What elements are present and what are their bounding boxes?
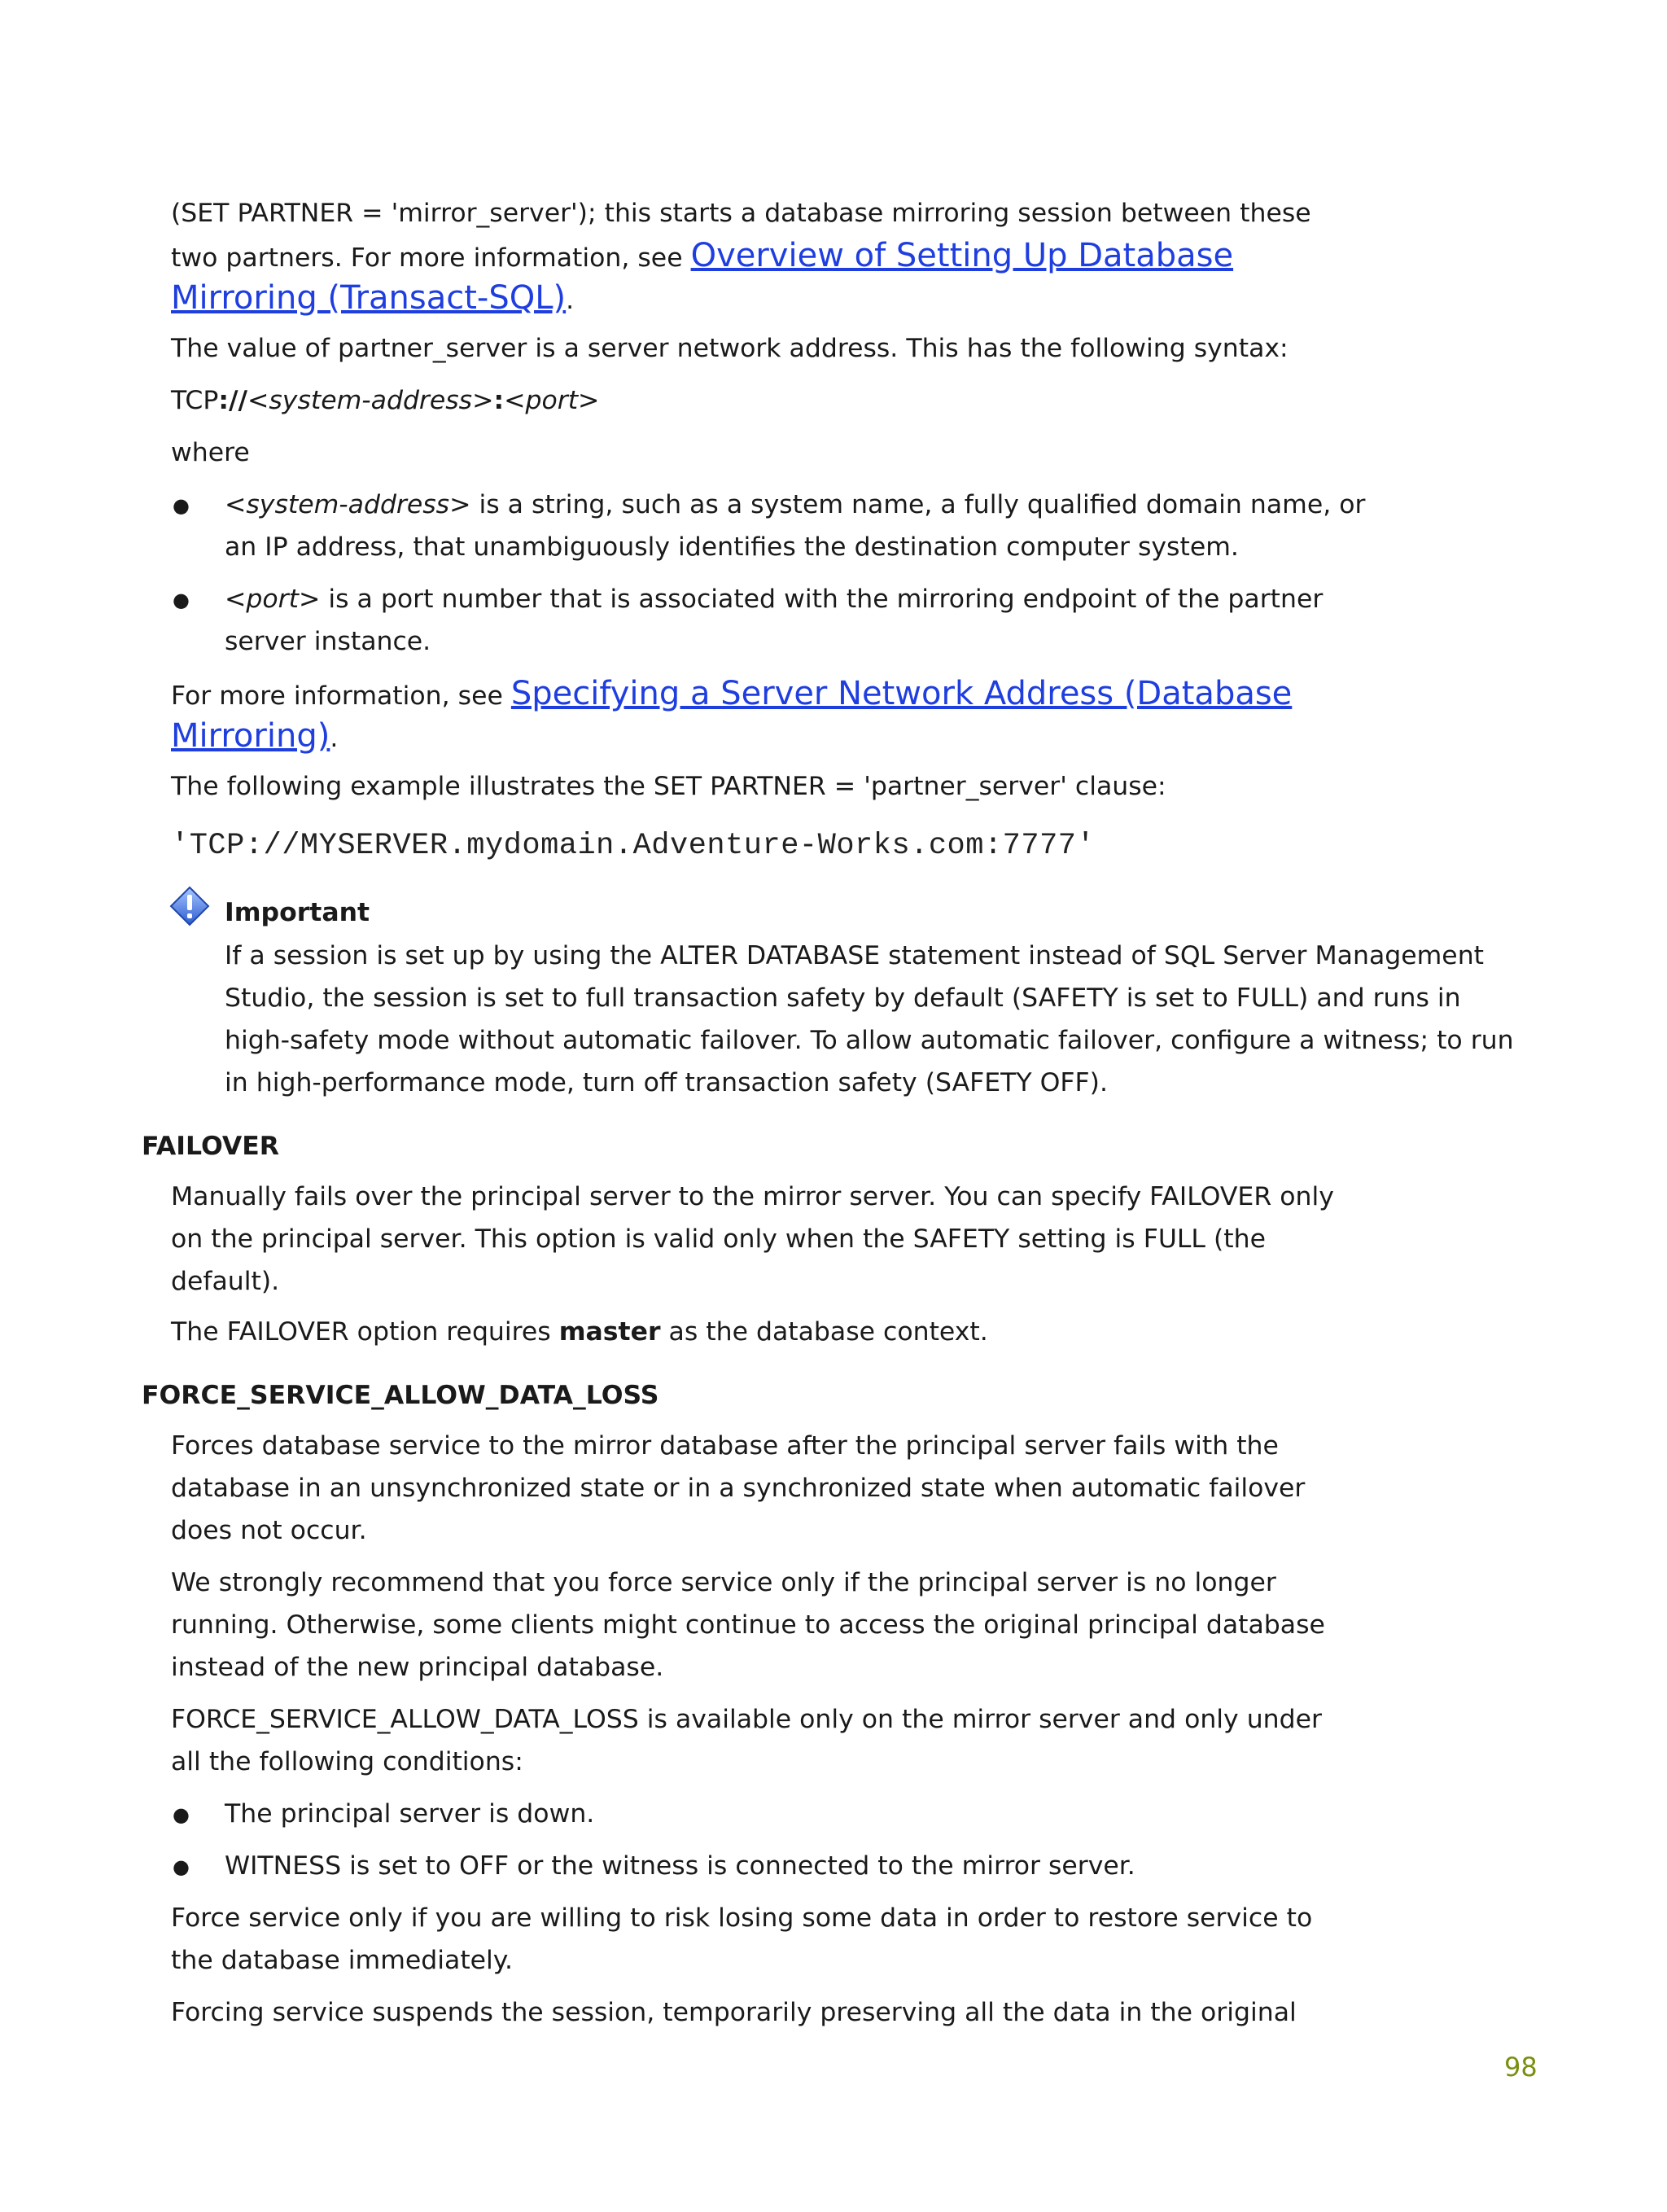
- force-p3-line: FORCE_SERVICE_ALLOW_DATA_LOSS is available only on the mirror server and only under: [171, 1705, 1322, 1734]
- failover-requires: [171, 1311, 988, 1353]
- more-info-line-1: [171, 672, 1292, 717]
- bullet-text: is a string, such as a system name, a fully qualified domain name, or: [470, 490, 1366, 519]
- syntax-line: [171, 379, 599, 422]
- failover-heading: FAILOVER: [142, 1132, 280, 1161]
- intro-line-1: (SET PARTNER = 'mirror_server'); this starts a database mirroring session between these: [171, 199, 1311, 228]
- force-p1-line: does not occur.: [171, 1516, 367, 1545]
- syntax-colon: :: [493, 386, 505, 415]
- code-example: 'TCP://MYSERVER.mydomain.Adventure-Works.com:7777': [171, 829, 1096, 863]
- bullet-dot: ●: [173, 1803, 190, 1826]
- bullet-dot: ●: [173, 1855, 190, 1878]
- important-title: Important: [225, 898, 370, 927]
- force-p1-line: Forces database service to the mirror database after the principal server fails with the: [171, 1431, 1279, 1461]
- force-p2-line: instead of the new principal database.: [171, 1653, 664, 1682]
- syntax-sep: ://: [218, 386, 247, 415]
- force-bullet-item: The principal server is down.: [225, 1799, 595, 1829]
- bullet-system-address-line-2: an IP address, that unambiguously identifies the destination computer system.: [225, 532, 1239, 562]
- force-bullet-item: WITNESS is set to OFF or the witness is connected to the mirror server.: [225, 1851, 1135, 1881]
- force-heading: FORCE_SERVICE_ALLOW_DATA_LOSS: [142, 1381, 659, 1410]
- more-info-period: .: [330, 724, 339, 753]
- bullet-text: is a port number that is associated with the mirroring endpoint of the partner: [320, 585, 1324, 614]
- force-p2-line: We strongly recommend that you force service only if the principal server is no longer: [171, 1568, 1276, 1597]
- intro-line-3: [171, 277, 574, 322]
- bullet-em: <system-address>: [225, 490, 471, 519]
- more-info-line-2: [171, 715, 338, 760]
- bullet-port-line-1: [225, 578, 1323, 620]
- overview-link-cont[interactable]: Mirroring (Transact-SQL): [171, 279, 567, 317]
- failover-line: default).: [171, 1267, 280, 1296]
- important-line: Studio, the session is set to full transaction safety by default (SAFETY is set to FULL) and runs in: [225, 983, 1461, 1013]
- intro-line-2: [171, 234, 1233, 279]
- important-line: If a session is set up by using the ALTER DATABASE statement instead of SQL Server Management: [225, 941, 1485, 970]
- bullet-system-address-line-1: [225, 484, 1366, 526]
- force-p5-line: Forcing service suspends the session, temporarily preserving all the data in the original: [171, 1998, 1297, 2027]
- value-paragraph: The value of partner_server is a server network address. This has the following syntax:: [171, 334, 1289, 363]
- important-line: high-safety mode without automatic failover. To allow automatic failover, configure a witness; to run: [225, 1026, 1514, 1055]
- intro-period: .: [566, 286, 575, 315]
- network-address-link[interactable]: Specifying a Server Network Address (Database: [510, 675, 1293, 712]
- network-address-link-cont[interactable]: Mirroring): [171, 717, 330, 755]
- bullet-dot: ●: [173, 494, 190, 517]
- failover-req-text-end: as the database context.: [660, 1317, 988, 1347]
- important-line: in high-performance mode, turn off transaction safety (SAFETY OFF).: [225, 1068, 1108, 1097]
- syntax-system-address: <system-address>: [247, 386, 494, 415]
- more-info-text: For more information, see: [171, 681, 511, 711]
- bullet-port-line-2: server instance.: [225, 627, 431, 656]
- force-p3-line: all the following conditions:: [171, 1747, 523, 1776]
- failover-req-text: The FAILOVER option requires: [171, 1317, 559, 1347]
- force-p2-line: running. Otherwise, some clients might continue to access the original principal database: [171, 1610, 1325, 1640]
- failover-line: Manually fails over the principal server to the mirror server. You can specify FAILOVER only: [171, 1182, 1334, 1211]
- bullet-dot: ●: [173, 589, 190, 611]
- force-p4-line: Force service only if you are willing to risk losing some data in order to restore service to: [171, 1903, 1313, 1933]
- bullet-em: <port>: [225, 585, 321, 614]
- overview-link[interactable]: Overview of Setting Up Database: [690, 237, 1234, 274]
- important-icon: [169, 886, 210, 926]
- page-number: 98: [1504, 2052, 1538, 2083]
- intro-line-2-text: two partners. For more information, see: [171, 243, 691, 273]
- force-p4-line: the database immediately.: [171, 1946, 513, 1975]
- force-p1-line: database in an unsynchronized state or in a synchronized state when automatic failover: [171, 1474, 1306, 1503]
- failover-line: on the principal server. This option is valid only when the SAFETY setting is FULL (the: [171, 1224, 1266, 1254]
- example-paragraph: The following example illustrates the SET PARTNER = 'partner_server' clause:: [171, 772, 1166, 801]
- syntax-tcp: TCP: [171, 386, 219, 415]
- failover-req-bold: master: [558, 1317, 661, 1347]
- where-label: where: [171, 438, 250, 467]
- syntax-port: <port>: [504, 386, 600, 415]
